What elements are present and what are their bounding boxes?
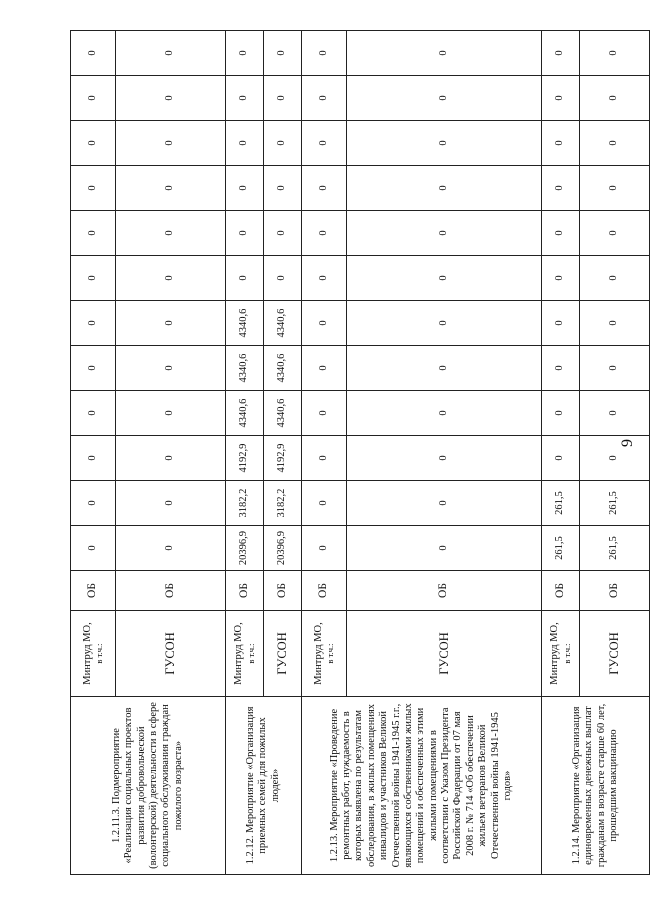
value-cell: 0 [116,121,226,166]
value-cell: 0 [580,346,650,391]
value-cell: 0 [347,346,542,391]
table-row [226,31,264,875]
value-cell: 0 [264,121,302,166]
value-cell: 0 [347,256,542,301]
value-cell: 0 [347,166,542,211]
value-cell: 0 [580,31,650,76]
value-cell: 0 [302,346,347,391]
value-cell: 0 [347,211,542,256]
value-cell: 4340,6 [226,346,264,391]
measure-name: 1.2.12. Мероприятие «Организация приемных семей для пожилых людей» [226,697,302,875]
page-number: 9 [619,439,636,447]
value-cell: 0 [116,76,226,121]
value-cell: 0 [347,121,542,166]
table-container [70,30,621,875]
table-row [542,31,580,875]
funding-source: ОБ [347,571,542,611]
value-cell: 0 [116,346,226,391]
measure-name: 1.2.11.3. Подмероприятие «Реализация социальных проектов развития добровольческой (волонтерской) деятельности в сфере социального обслуживания граждан пожилого возраста» [71,697,226,875]
value-cell: 0 [347,391,542,436]
value-cell: 0 [264,31,302,76]
value-cell: 0 [116,526,226,571]
value-cell: 4340,6 [226,301,264,346]
executor-label: ГУСОН [275,632,289,675]
value-cell: 0 [542,256,580,301]
value-cell: 0 [116,436,226,481]
table-body [71,31,650,875]
value-cell: 0 [542,76,580,121]
value-cell: 0 [302,256,347,301]
value-cell: 0 [264,256,302,301]
value-cell: 4192,9 [226,436,264,481]
executor-label: ГУСОН [607,632,621,675]
value-cell: 0 [71,346,116,391]
value-cell: 0 [347,76,542,121]
executor-cell [347,611,542,697]
value-cell: 0 [580,76,650,121]
value-cell: 0 [347,301,542,346]
funding-source: ОБ [264,571,302,611]
value-cell: 0 [71,211,116,256]
executor-label: ГУСОН [163,632,177,675]
value-cell: 0 [71,436,116,481]
value-cell: 0 [302,76,347,121]
executor-cell [71,611,116,697]
funding-source: ОБ [71,571,116,611]
value-cell: 0 [226,121,264,166]
executor-label: Минтруд МО, [233,622,245,685]
value-cell: 0 [71,76,116,121]
funding-source: ОБ [226,571,264,611]
value-cell: 0 [302,436,347,481]
value-cell: 0 [226,256,264,301]
value-cell: 0 [116,391,226,436]
value-cell: 0 [71,391,116,436]
value-cell: 4340,6 [264,391,302,436]
value-cell: 3182,2 [264,481,302,526]
table-row [302,31,347,875]
value-cell: 0 [542,31,580,76]
value-cell: 0 [580,166,650,211]
value-cell: 0 [71,301,116,346]
value-cell: 0 [264,166,302,211]
executor-cell [264,611,302,697]
funding-source: ОБ [302,571,347,611]
value-cell: 0 [542,301,580,346]
value-cell: 0 [302,526,347,571]
value-cell: 0 [542,211,580,256]
value-cell: 0 [71,31,116,76]
value-cell: 0 [302,301,347,346]
value-cell: 0 [116,211,226,256]
value-cell: 0 [264,76,302,121]
value-cell: 0 [302,211,347,256]
value-cell: 0 [302,121,347,166]
measure-name: 1.2.14. Мероприятие «Организация единовременных денежных выплат гражданам в возрасте старше 60 лет, прошедшим вакцинацию [542,697,650,875]
value-cell: 0 [116,301,226,346]
value-cell: 0 [71,526,116,571]
funding-table [70,30,650,875]
value-cell: 0 [580,121,650,166]
measure-name: 1.2.13. Мероприятие «Проведение ремонтных работ, нуждаемость в которых выявлена по результатам обследования, в жилых помещениях инвалидов и участников Великой Отечественной войны 1941-1945 г.г., являющихся собственниками жилых помещений и обеспеченных этими жилыми помещениями в соответствии с Указом Президента Российской Федерации от 07 мая 2008 г. № 714 «Об обеспечении жильем ветеранов Великой Отечественной войны 1941-1945 годов» [302,697,542,875]
value-cell: 0 [542,391,580,436]
value-cell: 20396,9 [264,526,302,571]
value-cell: 20396,9 [226,526,264,571]
value-cell: 0 [264,211,302,256]
executor-sub-label: в т.ч.: [94,643,105,664]
value-cell: 3182,2 [226,481,264,526]
value-cell: 0 [580,211,650,256]
value-cell: 4340,6 [226,391,264,436]
executor-cell [226,611,264,697]
value-cell: 0 [116,256,226,301]
value-cell: 0 [116,481,226,526]
value-cell: 0 [302,481,347,526]
value-cell: 0 [71,256,116,301]
funding-source: ОБ [116,571,226,611]
value-cell: 0 [542,121,580,166]
executor-label: Минтруд МО, [81,622,93,685]
rotated-table-viewport [70,30,621,875]
executor-cell [542,611,580,697]
value-cell: 0 [347,31,542,76]
executor-sub-label: в т.ч.: [561,643,572,664]
value-cell: 0 [71,121,116,166]
funding-source: ОБ [580,571,650,611]
table-row [71,31,116,875]
value-cell: 0 [226,31,264,76]
executor-sub-label: в т.ч.: [245,643,256,664]
value-cell: 0 [116,166,226,211]
value-cell: 0 [580,391,650,436]
executor-cell [116,611,226,697]
value-cell: 0 [116,31,226,76]
value-cell: 261,5 [542,526,580,571]
value-cell: 0 [71,481,116,526]
value-cell: 0 [226,211,264,256]
value-cell: 4340,6 [264,301,302,346]
value-cell: 0 [226,166,264,211]
value-cell: 0 [542,166,580,211]
executor-label: Минтруд МО, [549,622,561,685]
value-cell: 261,5 [542,481,580,526]
value-cell: 4340,6 [264,346,302,391]
value-cell: 0 [580,256,650,301]
value-cell: 0 [302,166,347,211]
executor-sub-label: в т.ч.: [325,643,336,664]
funding-source: ОБ [542,571,580,611]
executor-label: Минтруд МО, [312,622,324,685]
value-cell: 0 [542,346,580,391]
value-cell: 0 [580,301,650,346]
value-cell: 0 [302,31,347,76]
executor-label: ГУСОН [436,632,451,675]
value-cell: 0 [542,436,580,481]
value-cell: 0 [71,166,116,211]
value-cell: 4192,9 [264,436,302,481]
value-cell: 0 [347,481,542,526]
value-cell: 0 [347,436,542,481]
value-cell: 0 [302,391,347,436]
executor-cell [580,611,650,697]
value-cell: 0 [226,76,264,121]
value-cell: 261,5 [580,526,650,571]
value-cell: 0 [347,526,542,571]
value-cell: 0 [580,436,650,481]
value-cell: 261,5 [580,481,650,526]
executor-cell [302,611,347,697]
